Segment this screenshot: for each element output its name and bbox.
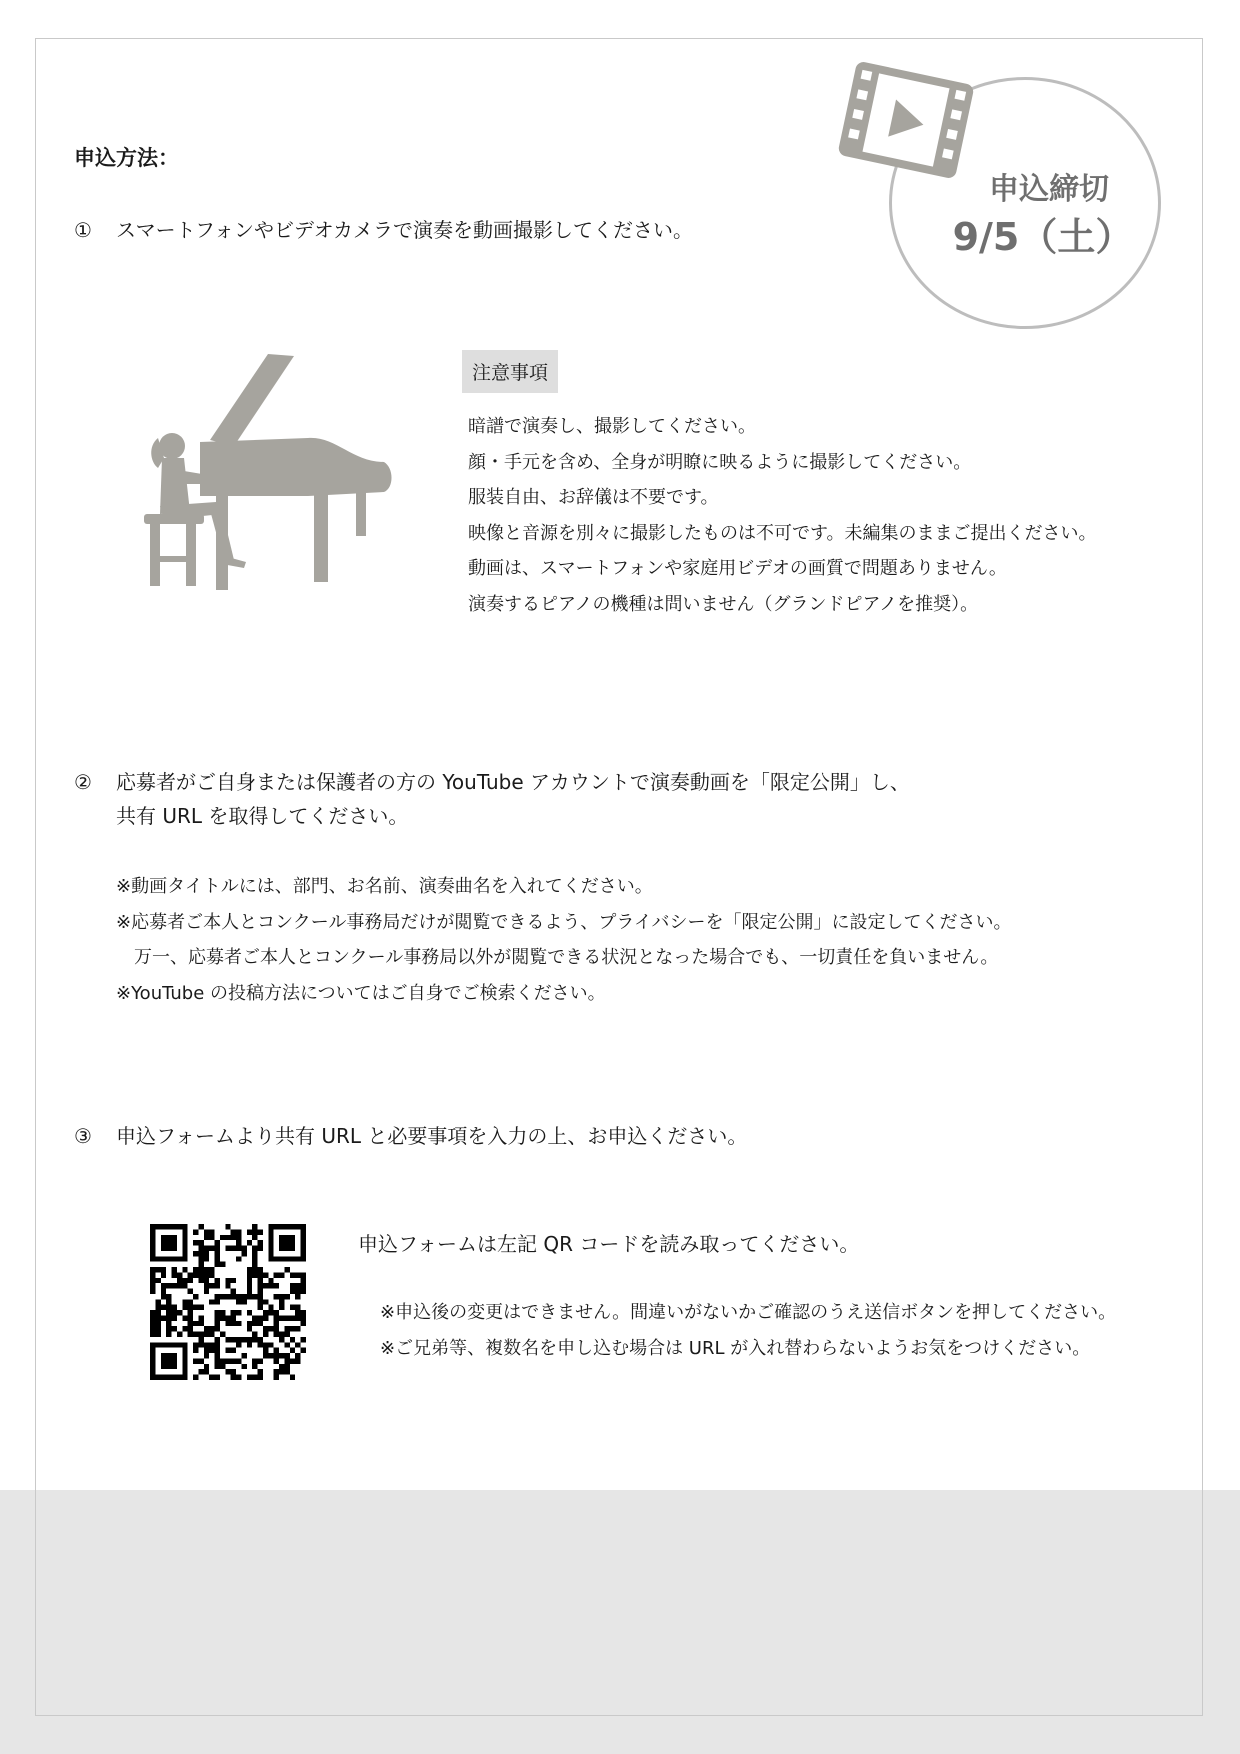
list-item: 動画は、スマートフォンや家庭用ビデオの画質で問題ありません。 — [468, 558, 1007, 579]
qr-notes-list — [380, 1298, 1116, 1369]
list-item: ※YouTube の投稿方法についてはご自身でご検索ください。 — [116, 982, 606, 1004]
step-2 — [74, 766, 910, 795]
step-3 — [74, 1120, 747, 1149]
qr-caption: 申込フォームは左記 QR コードを読み取ってください。 — [358, 1232, 860, 1256]
notes-list — [468, 412, 1097, 625]
step-1 — [74, 214, 693, 243]
piano-icon — [138, 350, 398, 610]
deadline-date: 9/5（土） — [952, 215, 1134, 259]
list-item: 万一、応募者ご本人とコンクール事務局以外が閲覧できる状況となった場合でも、一切責任を負いません。 — [116, 947, 999, 968]
list-item: 暗譜で演奏し、撮影してください。 — [468, 416, 756, 437]
step-3-text: 申込フォームより共有 URL と必要事項を入力の上、お申込ください。 — [116, 1124, 748, 1148]
remarks-list — [116, 872, 1011, 1014]
list-item: 顔・手元を含め、全身が明瞭に映るように撮影してください。 — [468, 451, 972, 473]
film-icon — [836, 50, 976, 190]
step-2-line-2: 共有 URL を取得してください。 — [116, 804, 409, 828]
list-item: ※申込後の変更はできません。間違いがないかご確認のうえ送信ボタンを押してください。 — [380, 1302, 1117, 1323]
list-item: 映像と音源を別々に撮影したものは不可です。未編集のままご提出ください。 — [468, 522, 1097, 544]
step-2-line-1: 応募者がご自身または保護者の方の YouTube アカウントで演奏動画を「限定公開」し、 — [116, 770, 910, 794]
deadline-label: 申込締切 — [989, 172, 1109, 207]
step-1-text: スマートフォンやビデオカメラで演奏を動画撮影してください。 — [116, 218, 693, 242]
notes-title: 注意事項 — [462, 350, 558, 393]
step-3-number: ③ — [74, 1124, 92, 1148]
list-item: 演奏するピアノの機種は問いません（グランドピアノを推奨）。 — [468, 593, 979, 615]
list-item: ※動画タイトルには、部門、お名前、演奏曲名を入れてください。 — [116, 876, 653, 897]
section-heading: 申込方法： — [74, 146, 179, 170]
step-1-number: ① — [74, 218, 92, 242]
step-2-number: ② — [74, 770, 92, 794]
qr-code-icon[interactable] — [150, 1224, 306, 1380]
list-item: ※応募者ご本人とコンクール事務局だけが閲覧できるよう、プライバシーを「限定公開」に設定してください。 — [116, 911, 1012, 933]
list-item: 服装自由、お辞儀は不要です。 — [468, 487, 719, 508]
list-item: ※ご兄弟等、複数名を申し込む場合は URL が入れ替わらないようお気をつけください。 — [380, 1337, 1091, 1359]
